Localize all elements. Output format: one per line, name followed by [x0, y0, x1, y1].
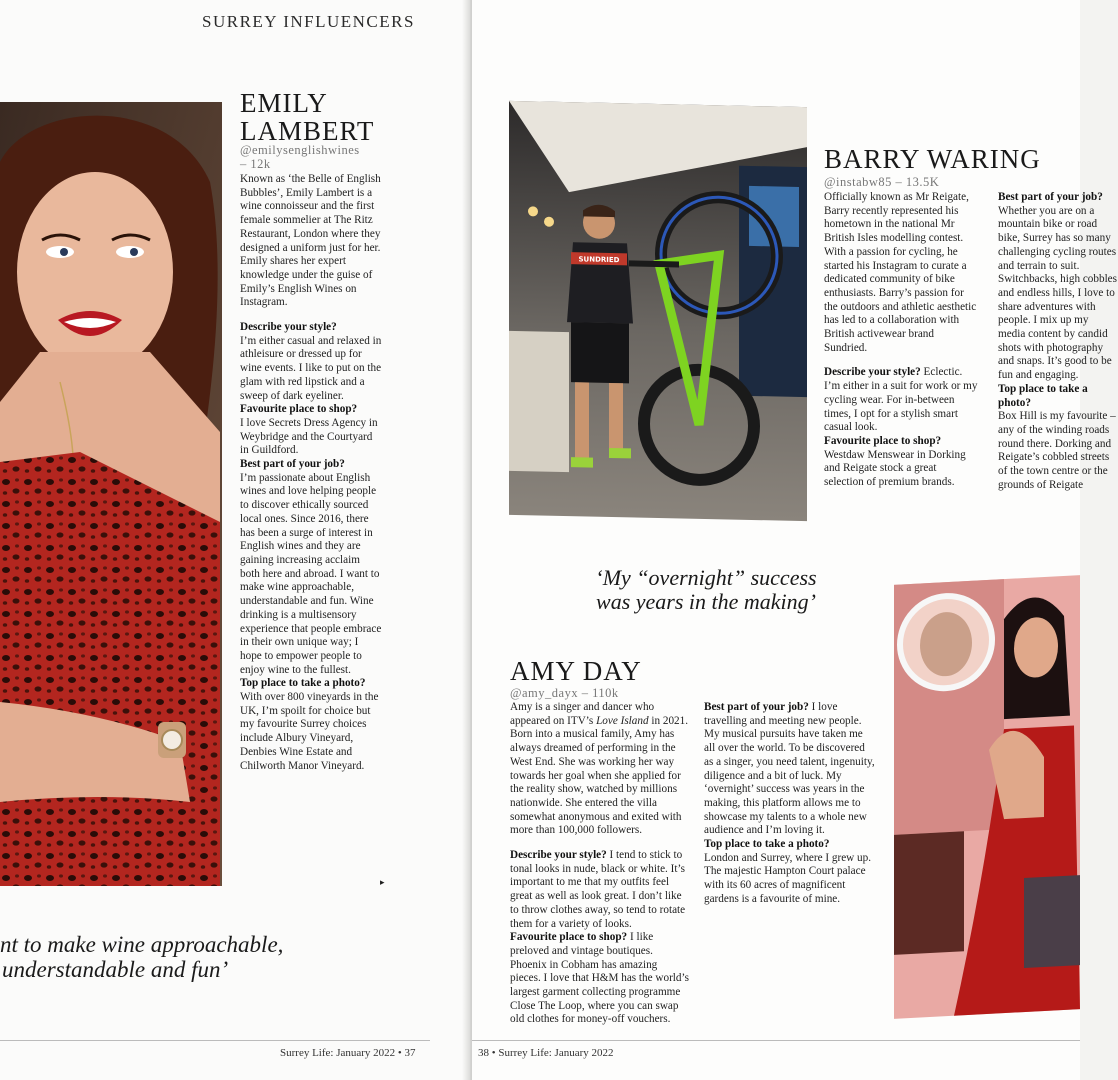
- barry-q3: Best part of your job?: [998, 191, 1103, 203]
- amy-name: AMY DAY: [510, 656, 642, 686]
- amy-bio-post: in 2021. Born into a musical family, Amy has always dreamed of performing in the West End. She was working her way towards her goal when she applied for the reality show, watched by millions nationwide. She entered the villa somewhat anonymous and exited with more than 100,000 followers.: [510, 714, 689, 837]
- section-title: SURREY INFLUENCERS: [202, 12, 415, 31]
- emily-name-line1: EMILY: [240, 88, 328, 118]
- barry-a2: Westdaw Menswear in Dorking and Reigate stock a great selection of premium brands.: [824, 448, 966, 489]
- amy-a1: I tend to stick to tonal looks in nude, black or white. It’s important to me that my outfits feel great as well as look great. I don’t like to throw clothes away, so tend to rotate them for a variety of looks.: [510, 849, 686, 930]
- left-page: [0, 0, 468, 1080]
- emily-name: [240, 90, 374, 145]
- amy-bio: [510, 701, 690, 838]
- emily-a1: I’m either casual and relaxed in athleisure or dressed up for wine events. I like to put on the glam with red lipstick and a sweep of dark eyeliner.: [240, 334, 382, 402]
- emily-q3: Best part of your job?: [240, 458, 345, 471]
- barry-article-col1: [824, 191, 978, 490]
- amy-a3: I love travelling and meeting new people. My musical pursuits have taken me all over the world. To be discovered as a singer, you need talent, ingenuity, diligence and a bit of luck. My ‘overnight’ success was years in the making, this platform allows me to showcase my talents to a whole new audience and I’m loving it.: [704, 701, 875, 837]
- amy-pull-quote: [576, 566, 836, 614]
- emily-a4: With over 800 vineyards in the UK, I’m spoilt for choice but my favourite Surrey choices include Albury Vineyard, Denbies Wine Estate and Chilworth Manor Vineyard.: [240, 691, 379, 772]
- barry-handle: [824, 175, 994, 190]
- emily-handle-text: @emilysenglishwines: [240, 143, 360, 157]
- barry-handle-text: @instabw85: [824, 175, 892, 189]
- emily-quote-line2: understandable and fun’: [2, 957, 229, 983]
- amy-a2: I like preloved and vintage boutiques. Phoenix in Cobham has amazing pieces. I love that H&M has the world’s largest garment collecting programme Close The Loop, where you can swap old clothes for money-off vouchers.: [510, 931, 689, 1026]
- amy-a4: London and Surrey, where I grew up. The majestic Hampton Court palace with its 60 acres of magnificent gardens is a favourite of mine.: [704, 851, 872, 905]
- barry-a3: Whether you are on a mountain bike or road bike, Surrey has so many challenging cycling routes and terrain to suit. Switchbacks, high cobbles and endless hills, I love to share adventures with people. I mix up my media content by candid shots with photography and snaps. It’s good to be fun and engaging.: [998, 204, 1118, 382]
- barry-article-col2: [998, 191, 1118, 492]
- amy-quote-line2: was years in the making’: [596, 589, 816, 615]
- barry-photo: [509, 101, 807, 521]
- footer-rule-left: [0, 1040, 430, 1041]
- barry-a1: Eclectic. I’m either in a suit for work or my cycling wear. For in-between times, I opt for a stylish smart casual look.: [824, 366, 978, 434]
- barry-q2: Favourite place to shop?: [824, 434, 942, 447]
- jersey-text: SUNDRIED: [578, 255, 620, 265]
- barry-followers: – 13.5K: [895, 175, 940, 189]
- emily-end-mark: ▸: [380, 878, 385, 888]
- amy-q2: Favourite place to shop?: [510, 931, 628, 944]
- emily-a3: I’m passionate about English wines and love helping people to discover ethically sourced local ones. Since 2016, there has been a surge of interest in English wines and they are gaining increasing acclaim both here and abroad. I want to make wine approachable, understandable and fun. Wine drinking is a multisensory experience that people embrace in their own unique way; I hope to empower people to enjoy wine to the fullest.: [240, 471, 382, 676]
- emily-name-line2: LAMBERT: [240, 116, 375, 146]
- amy-q1: Describe your style?: [510, 849, 607, 862]
- barry-name: BARRY WARING: [824, 144, 1041, 174]
- amy-bio-show: Love Island: [596, 714, 649, 727]
- emily-article: [240, 173, 382, 773]
- emily-quote-line1: nt to make wine approachable,: [0, 932, 284, 957]
- emily-handle: [240, 143, 380, 171]
- emily-bio: Known as ‘the Belle of English Bubbles’, Emily Lambert is a wine connoisseur and the first female sommelier at The Ritz Restaurant, London where they designed a uniform just for her. Emily shares her expert knowledge under the guise of Emily’s English Wines on Instagram.: [240, 173, 381, 309]
- amy-bio-pre: Amy is a singer and dancer who appeared on ITV’s: [510, 701, 655, 727]
- amy-q4: Top place to take a photo?: [704, 838, 830, 851]
- emily-followers: – 12k: [240, 157, 271, 171]
- amy-handle-text: @amy_dayx: [510, 686, 579, 700]
- barry-bio: Officially known as Mr Reigate, Barry recently represented his hometown in the national Mr British Isles modelling contest. With a passion for cycling, he started his Instagram to curate a dedicated community of bike enthusiasts. Barry’s passion for the outdoors and athletic aesthetic has led to a collaboration with British activewear brand Sundried.: [824, 191, 977, 354]
- footer-rule-right: [472, 1040, 1080, 1041]
- amy-quote-line1: ‘My “overnight” success: [595, 565, 817, 590]
- right-page: [472, 0, 1118, 1080]
- footer-right: 38 • Surrey Life: January 2022: [478, 1047, 614, 1059]
- amy-q3: Best part of your job?: [704, 701, 809, 713]
- amy-photo: [894, 575, 1080, 1019]
- amy-followers: – 110k: [581, 686, 619, 700]
- amy-article-col2: [704, 701, 876, 907]
- barry-a4: Box Hill is my favourite – any of the winding roads round there. Dorking and Reigate’s cobbled streets of the town centre or the grounds of Reigate: [998, 410, 1116, 491]
- emily-q1: Describe your style?: [240, 321, 337, 334]
- footer-left: Surrey Life: January 2022 • 37: [280, 1047, 416, 1059]
- emily-photo: [0, 102, 222, 886]
- emily-pull-quote: [0, 932, 460, 983]
- barry-q4: Top place to take a photo?: [998, 382, 1088, 409]
- emily-q2: Favourite place to shop?: [240, 403, 358, 416]
- emily-a2: I love Secrets Dress Agency in Weybridge and the Courtyard in Guildford.: [240, 416, 378, 457]
- amy-handle: [510, 686, 680, 701]
- barry-q1: Describe your style?: [824, 366, 921, 379]
- emily-q4: Top place to take a photo?: [240, 677, 366, 690]
- amy-article-col1: [510, 701, 690, 1027]
